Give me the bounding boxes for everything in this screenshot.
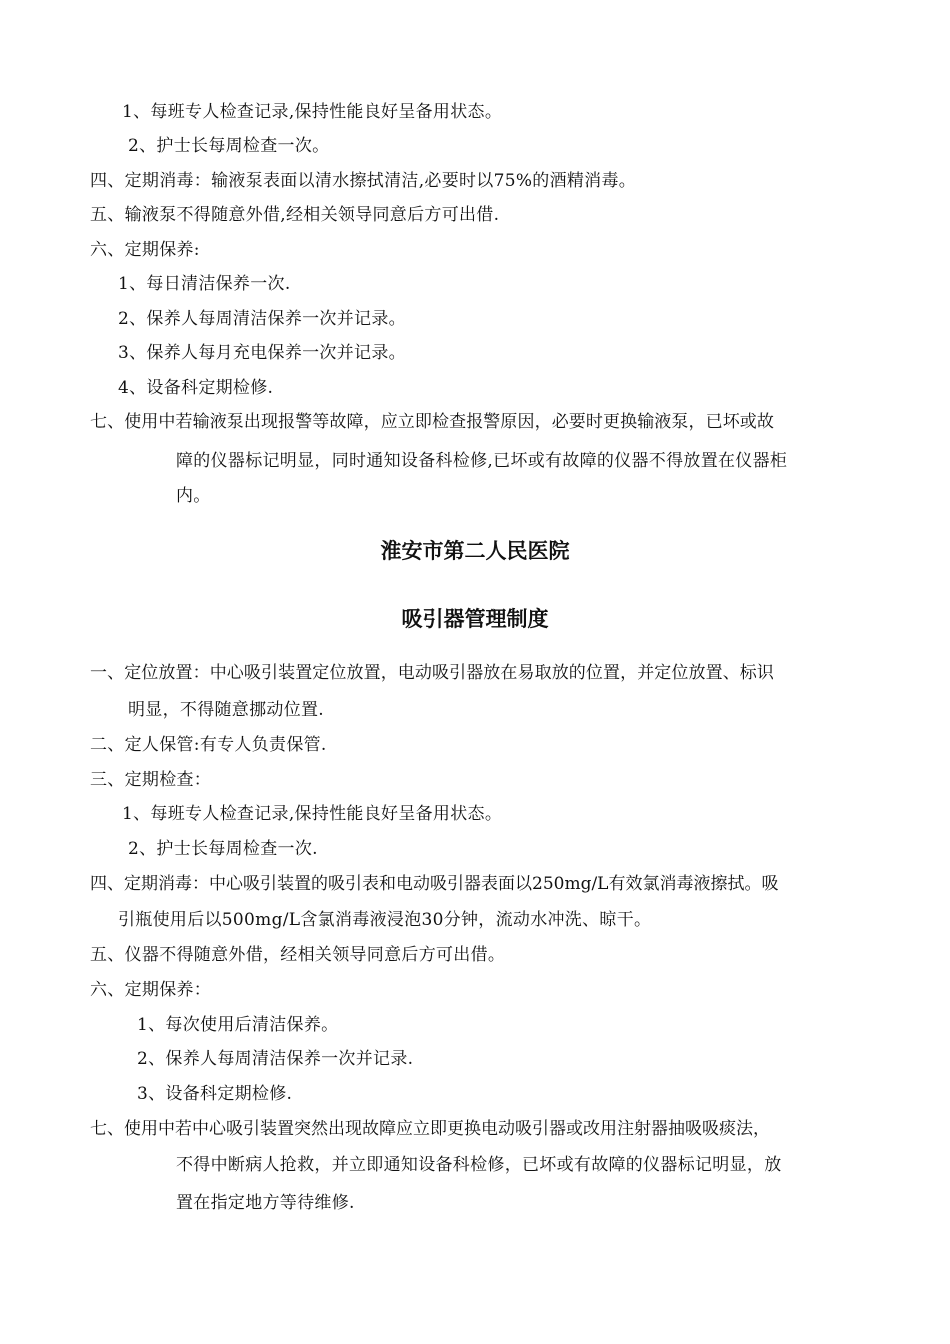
section1-line-8: 3、保养人每月充电保养一次并记录。: [118, 343, 406, 363]
section2-line-7: 四、定期消毒：中心吸引装置的吸引表和电动吸引器表面以250mg/L有效氯消毒液擦拭。吸: [90, 874, 779, 894]
section1-line-4: 五、输液泵不得随意外借,经相关领导同意后方可出借.: [90, 205, 500, 225]
section1-line-9: 4、设备科定期检修.: [118, 378, 274, 398]
section2-line-3: 二、定人保管:有专人负责保管.: [90, 735, 327, 755]
hospital-title: 淮安市第二人民医院: [380, 539, 570, 563]
section2-line-9: 五、仪器不得随意外借，经相关领导同意后方可出借。: [90, 945, 506, 965]
section2-line-1: 一、定位放置：中心吸引装置定位放置，电动吸引器放在易取放的位置，并定位放置、标识: [90, 663, 774, 683]
section1-line-1: 1、每班专人检查记录,保持性能良好呈备用状态。: [122, 102, 503, 122]
section1-line-10: 七、使用中若输液泵出现报警等故障，应立即检查报警原因，必要时更换输液泵，已坏或故: [90, 412, 774, 432]
section2-line-5: 1、每班专人检查记录,保持性能良好呈备用状态。: [122, 804, 503, 824]
section2-line-11: 1、每次使用后清洁保养。: [137, 1015, 339, 1035]
section1-line-11: 障的仪器标记明显，同时通知设备科检修,已坏或有故障的仪器不得放置在仪器柜: [176, 451, 788, 471]
section2-line-15: 不得中断病人抢救，并立即通知设备科检修，已坏或有故障的仪器标记明显，放: [176, 1155, 782, 1175]
section2-line-8: 引瓶使用后以500mg/L含氯消毒液浸泡30分钟，流动水冲洗、晾干。: [118, 910, 652, 930]
section2-line-16: 置在指定地方等待维修.: [176, 1193, 355, 1213]
section2-line-4: 三、定期检查：: [90, 770, 212, 790]
section2-line-6: 2、护士长每周检查一次.: [128, 839, 318, 859]
section1-line-6: 1、每日清洁保养一次.: [118, 274, 291, 294]
section2-line-13: 3、设备科定期检修.: [137, 1084, 293, 1104]
section1-line-5: 六、定期保养:: [90, 240, 200, 260]
section1-line-7: 2、保养人每周清洁保养一次并记录。: [118, 309, 406, 329]
section2-line-12: 2、保养人每周清洁保养一次并记录.: [137, 1049, 414, 1069]
section1-line-3: 四、定期消毒：输液泵表面以清水擦拭清洁,必要时以75%的酒精消毒。: [90, 171, 637, 191]
section2-line-14: 七、使用中若中心吸引装置突然出现故障应立即更换电动吸引器或改用注射器抽吸吸痰法，: [90, 1119, 770, 1139]
section1-line-2: 2、护士长每周检查一次。: [128, 136, 330, 156]
section1-line-12: 内。: [176, 486, 211, 506]
document-title: 吸引器管理制度: [401, 607, 549, 631]
section2-line-10: 六、定期保养：: [90, 980, 212, 1000]
section2-line-2: 明显，不得随意挪动位置.: [128, 700, 325, 720]
